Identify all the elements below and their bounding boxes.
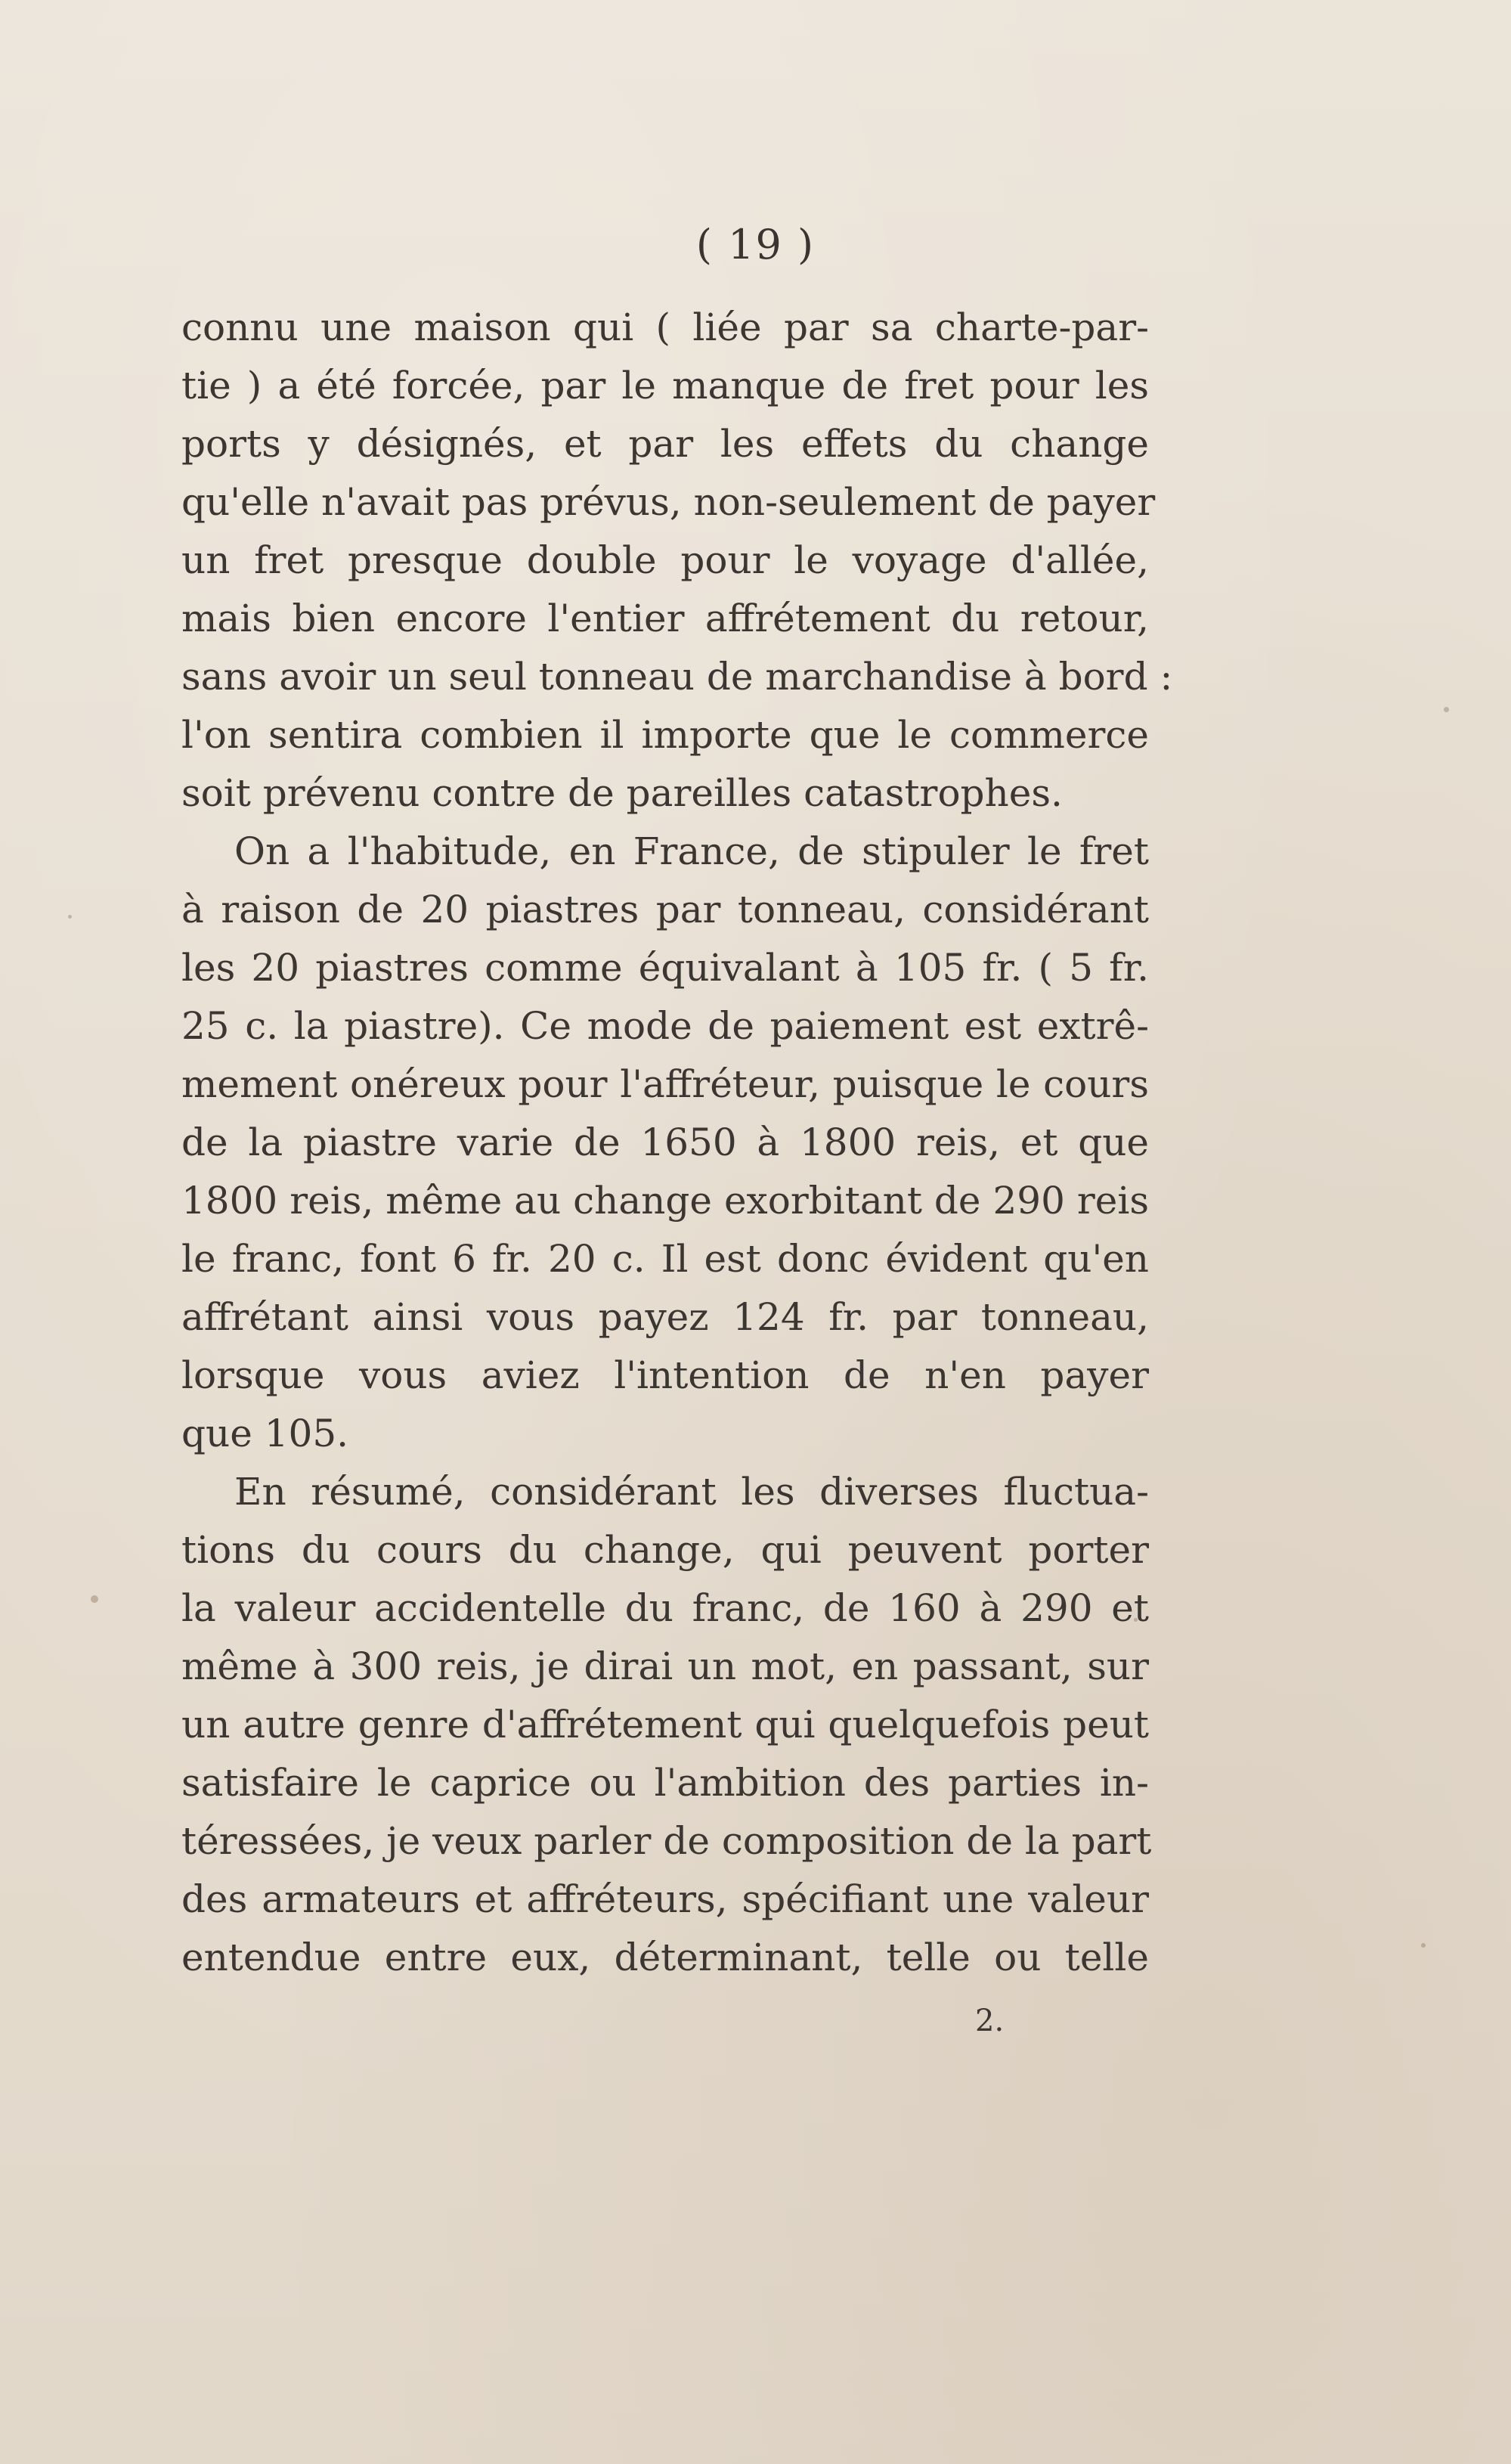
text-line: lorsque vous aviez l'intention de n'en payer: [181, 1353, 1149, 1397]
text-line: téressées, je veux parler de composition de la part: [181, 1819, 1152, 1863]
body-text: [181, 299, 1173, 1987]
text-line: ports y désignés, et par les effets du change: [181, 422, 1149, 466]
text-line: un autre genre d'affrétement qui quelquefois peut: [181, 1703, 1149, 1746]
paragraph-start-line: On a l'habitude, en France, de stipuler le fret: [234, 829, 1149, 873]
text-line: qu'elle n'avait pas prévus, non-seulement de payer: [181, 480, 1156, 524]
text-line: satisfaire le caprice ou l'ambition des parties in-: [181, 1761, 1149, 1805]
text-line: la valeur accidentelle du franc, de 160 à 290 et: [181, 1586, 1149, 1630]
signature-mark: 2.: [975, 2004, 1005, 2038]
paper-speck: [1444, 707, 1449, 712]
paper-speck: [91, 1595, 98, 1603]
text-line: un fret presque double pour le voyage d'allée,: [181, 538, 1149, 582]
text-line: sans avoir un seul tonneau de marchandise à bord :: [181, 655, 1173, 699]
text-line: tie ) a été forcée, par le manque de fret pour les: [181, 364, 1149, 408]
text-line: 25 c. la piastre). Ce mode de paiement est extrê-: [181, 1004, 1149, 1048]
text-line: que 105.: [181, 1412, 349, 1455]
text-line: mais bien encore l'entier affrétement du retour,: [181, 597, 1149, 640]
text-line: 1800 reis, même au change exorbitant de 290 reis: [181, 1179, 1149, 1223]
text-line: mement onéreux pour l'affréteur, puisque le cours: [181, 1062, 1149, 1106]
paragraph-start-line: En résumé, considérant les diverses fluctua-: [234, 1470, 1149, 1514]
text-line: les 20 piastres comme équivalant à 105 fr. ( 5 fr.: [181, 946, 1149, 990]
text-line: affrétant ainsi vous payez 124 fr. par tonneau,: [181, 1295, 1149, 1339]
page-number-header: ( 19 ): [695, 221, 816, 268]
text-line: l'on sentira combien il importe que le commerce: [181, 713, 1149, 757]
text-line: le franc, font 6 fr. 20 c. Il est donc évident qu'en: [181, 1237, 1149, 1281]
text-line: entendue entre eux, déterminant, telle ou telle: [181, 1936, 1149, 1979]
text-line: même à 300 reis, je dirai un mot, en passant, sur: [181, 1644, 1149, 1688]
paper-speck: [68, 915, 72, 919]
text-line: de la piastre varie de 1650 à 1800 reis, et que: [181, 1120, 1149, 1164]
text-line: connu une maison qui ( liée par sa charte-par-: [181, 305, 1149, 349]
text-line: des armateurs et affréteurs, spécifiant une valeur: [181, 1877, 1149, 1921]
text-line: soit prévenu contre de pareilles catastrophes.: [181, 771, 1063, 815]
text-line: à raison de 20 piastres par tonneau, considérant: [181, 888, 1149, 931]
paper-speck: [1421, 1943, 1426, 1948]
text-line: tions du cours du change, qui peuvent porter: [181, 1528, 1149, 1572]
